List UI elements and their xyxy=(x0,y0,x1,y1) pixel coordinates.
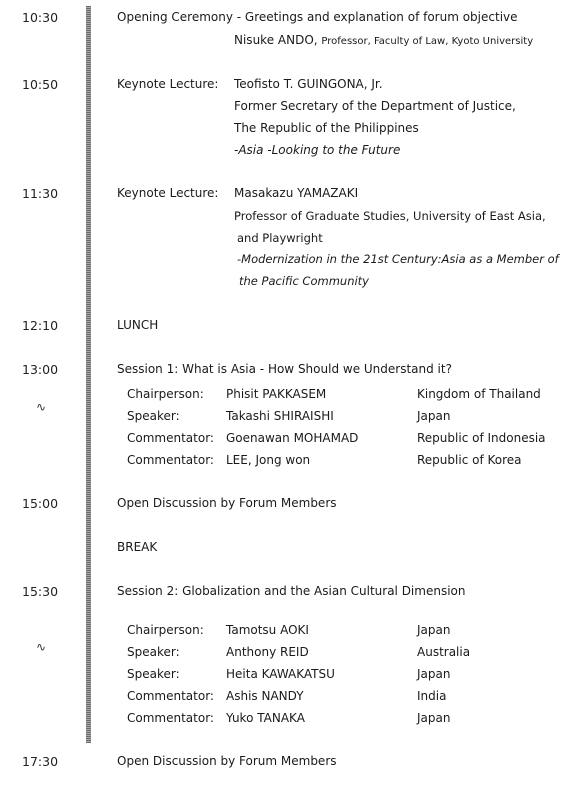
session2-country: Japan xyxy=(417,667,451,681)
time-1050: 10:50 xyxy=(22,77,59,92)
session1-name: LEE, Jong won xyxy=(226,453,311,467)
session2-role: Commentator: xyxy=(127,689,214,703)
keynote2-position: Professor of Graduate Studies, University of East Asia, xyxy=(234,209,546,223)
session2-name: Tamotsu AOKI xyxy=(226,623,309,637)
opening-title: Opening Ceremony - Greetings and explanation of forum objective xyxy=(117,10,518,24)
open-discussion-1: Open Discussion by Forum Members xyxy=(117,496,337,510)
session1-role: Commentator: xyxy=(127,453,214,467)
session2-role: Speaker: xyxy=(127,667,180,681)
session2-title: Session 2: Globalization and the Asian Cultural Dimension xyxy=(117,584,466,598)
session1-role: Chairperson: xyxy=(127,387,204,401)
session1-country: Kingdom of Thailand xyxy=(417,387,541,401)
session1-country: Republic of Korea xyxy=(417,453,522,467)
lunch-label: LUNCH xyxy=(117,318,159,332)
session1-name: Goenawan MOHAMAD xyxy=(226,431,359,445)
time-1500: 15:00 xyxy=(22,496,59,511)
keynote2-name: Masakazu YAMAZAKI xyxy=(234,186,359,200)
keynote2-role: and Playwright xyxy=(237,231,323,245)
keynote-label-1: Keynote Lecture: xyxy=(117,77,219,91)
timeline-bar xyxy=(86,6,91,743)
time-1130: 11:30 xyxy=(22,186,59,201)
time-1530: 15:30 xyxy=(22,584,59,599)
keynote2-title-line2: the Pacific Community xyxy=(239,274,369,288)
session2-role: Chairperson: xyxy=(127,623,204,637)
time-1210: 12:10 xyxy=(22,318,59,333)
session1-role: Speaker: xyxy=(127,409,180,423)
keynote1-title: -Asia -Looking to the Future xyxy=(234,143,401,157)
time-1300: 13:00 xyxy=(22,362,59,377)
session2-name: Yuko TANAKA xyxy=(226,711,305,725)
keynote1-country: The Republic of the Philippines xyxy=(234,121,419,135)
session2-country: Japan xyxy=(417,623,451,637)
keynote2-title-line1: -Modernization in the 21st Century:Asia as a Member of xyxy=(237,252,559,266)
session2-role: Commentator: xyxy=(127,711,214,725)
break-label: BREAK xyxy=(117,540,158,554)
keynote1-position: Former Secretary of the Department of Justice, xyxy=(234,99,516,113)
session1-country: Japan xyxy=(417,409,451,423)
session2-country: Japan xyxy=(417,711,451,725)
time-1730: 17:30 xyxy=(22,754,59,769)
session2-name: Ashis NANDY xyxy=(226,689,304,703)
session2-role: Speaker: xyxy=(127,645,180,659)
opening-affiliation: Professor, Faculty of Law, Kyoto University xyxy=(321,36,534,47)
keynote-label-2: Keynote Lecture: xyxy=(117,186,219,200)
session2-country: Australia xyxy=(417,645,471,659)
session1-name: Phisit PAKKASEM xyxy=(226,387,327,401)
session1-name: Takashi SHIRAISHI xyxy=(226,409,334,423)
tilde-mark-2: ∿ xyxy=(36,640,47,654)
session1-title: Session 1: What is Asia - How Should we Understand it? xyxy=(117,362,452,376)
session1-role: Commentator: xyxy=(127,431,214,445)
session2-name: Anthony REID xyxy=(226,645,309,659)
tilde-mark-1: ∿ xyxy=(36,400,47,414)
open-discussion-2: Open Discussion by Forum Members xyxy=(117,754,337,768)
opening-speaker xyxy=(234,33,533,47)
session1-country: Republic of Indonesia xyxy=(417,431,546,445)
opening-name: Nisuke ANDO, xyxy=(234,33,318,47)
session2-name: Heita KAWAKATSU xyxy=(226,667,335,681)
time-1030: 10:30 xyxy=(22,10,59,25)
keynote1-name: Teofisto T. GUINGONA, Jr. xyxy=(234,77,383,91)
session2-country: India xyxy=(417,689,447,703)
